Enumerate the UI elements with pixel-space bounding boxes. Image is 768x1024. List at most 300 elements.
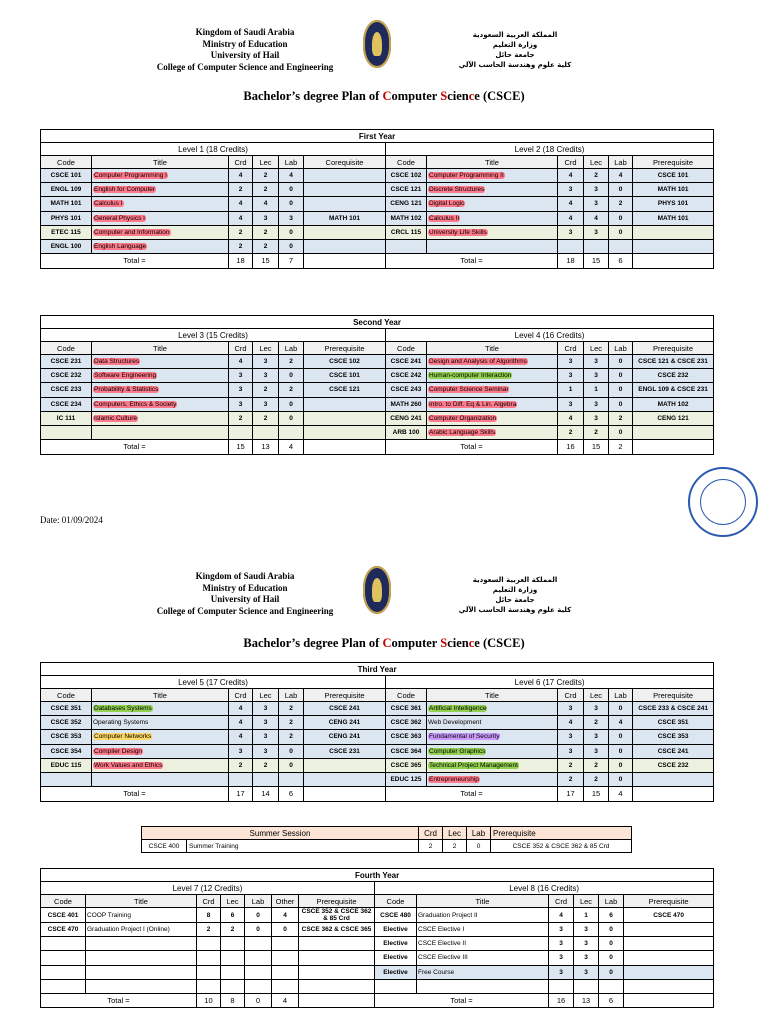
col-lec: Lec — [221, 895, 245, 908]
total-lab: 2 — [609, 440, 633, 455]
course-lab: 2 — [279, 730, 304, 744]
course-prerequisite — [304, 225, 386, 239]
col-crd: Crd — [197, 895, 221, 908]
col-code: Code — [386, 342, 427, 355]
col-lab: Lab — [467, 827, 491, 840]
col-code: Code — [41, 895, 86, 908]
course-title — [427, 425, 558, 439]
total-crd: 17 — [558, 787, 584, 802]
course-row — [41, 730, 714, 744]
course-row — [41, 758, 714, 772]
first-year-table — [40, 129, 714, 269]
col-lab: Lab — [609, 342, 633, 355]
course-lab: 0 — [279, 197, 304, 211]
course-title — [86, 965, 197, 979]
course-lec — [584, 239, 609, 253]
course-crd — [197, 951, 221, 965]
course-lab: 0 — [609, 702, 633, 716]
total-label: Total = — [41, 787, 229, 802]
course-prerequisite: CSCE 352 & CSCE 362 & 85 Crd — [491, 840, 632, 853]
course-title — [92, 383, 229, 397]
course-prerequisite — [299, 951, 375, 965]
col-lab: Lab — [609, 156, 633, 169]
level-title: Level 3 (15 Credits) — [41, 329, 386, 342]
course-title-text: Computer Science Seminar — [429, 386, 509, 394]
course-title-text: Fundamental of Security — [429, 733, 500, 741]
total-crd: 15 — [229, 440, 253, 455]
course-prerequisite: MATH 101 — [633, 183, 714, 197]
course-prerequisite: CSCE 362 & CSCE 365 — [299, 923, 375, 937]
course-lec: 3 — [584, 411, 609, 425]
course-lab: 0 — [609, 355, 633, 369]
course-title-text: Arabic Language Skills — [429, 429, 496, 437]
course-lab: 0 — [609, 369, 633, 383]
course-prerequisite: PHYS 101 — [633, 197, 714, 211]
course-code: MATH 101 — [41, 197, 92, 211]
total-empty — [633, 787, 714, 802]
course-lec: 3 — [574, 937, 599, 951]
course-lab: 2 — [279, 716, 304, 730]
course-prerequisite: MATH 101 — [304, 211, 386, 225]
course-title — [427, 397, 558, 411]
header-ar-country: المملكة العربية السعودية — [472, 31, 558, 39]
summer-session-table — [141, 826, 632, 853]
course-prerequisite: CENG 241 — [304, 716, 386, 730]
course-title — [86, 951, 197, 965]
course-lab: 2 — [279, 355, 304, 369]
course-code — [41, 937, 86, 951]
total-lab: 4 — [279, 440, 304, 455]
course-crd: 2 — [229, 239, 253, 253]
course-row — [41, 211, 714, 225]
course-lec — [574, 979, 599, 993]
course-lec: 3 — [584, 744, 609, 758]
col-prerequisite: Prerequisite — [491, 827, 632, 840]
course-title-text: English for Computer — [94, 186, 156, 194]
course-lab — [279, 425, 304, 439]
col-lab: Lab — [609, 689, 633, 702]
course-title-text: Computer Networks — [94, 733, 152, 741]
course-code: CSCE 361 — [386, 702, 427, 716]
total-label: Total = — [386, 440, 558, 455]
course-title-text: Data Structures — [94, 358, 140, 366]
course-prerequisite: CENG 241 — [304, 730, 386, 744]
course-lab: 0 — [609, 397, 633, 411]
course-row — [41, 716, 714, 730]
course-lec: 3 — [574, 951, 599, 965]
course-lab — [245, 937, 272, 951]
course-title — [427, 355, 558, 369]
course-title-text: Intro. to Diff. Eq & Lin. Algebra — [429, 400, 517, 408]
col-code: Code — [41, 342, 92, 355]
course-lab: 0 — [609, 758, 633, 772]
course-lec: 1 — [574, 908, 599, 923]
course-lec: 2 — [253, 169, 279, 183]
year-title: Fourth Year — [41, 869, 714, 882]
year-title: Third Year — [41, 663, 714, 676]
total-empty — [299, 993, 375, 1008]
course-lab: 0 — [245, 923, 272, 937]
course-lab: 2 — [609, 197, 633, 211]
course-row — [41, 169, 714, 183]
course-title-text: Computer Programming II — [429, 172, 504, 180]
course-lab — [609, 239, 633, 253]
course-title — [92, 225, 229, 239]
course-lab: 0 — [599, 951, 624, 965]
course-crd: 4 — [229, 169, 253, 183]
col-lec: Lec — [584, 689, 609, 702]
col-lec: Lec — [574, 895, 599, 908]
col-prerequisite: Prerequisite — [633, 689, 714, 702]
total-label: Total = — [41, 440, 229, 455]
fourth-year-table — [40, 868, 714, 1008]
course-title — [427, 183, 558, 197]
course-crd — [229, 425, 253, 439]
course-row — [41, 355, 714, 369]
header-ar-ministry: وزارة التعليم — [492, 41, 538, 49]
total-lec: 8 — [221, 993, 245, 1008]
course-prerequisite: CSCE 470 — [624, 908, 714, 923]
course-code: CSCE 101 — [41, 169, 92, 183]
course-lec — [221, 979, 245, 993]
course-lab: 0 — [245, 908, 272, 923]
total-crd: 18 — [229, 254, 253, 269]
plan-title: Bachelor’s degree Plan of Computer Science (CSCE) — [243, 636, 525, 650]
course-title-text: Human-computer Interaction — [429, 372, 512, 380]
total-lec: 14 — [253, 787, 279, 802]
course-code: ETEC 115 — [41, 225, 92, 239]
course-prerequisite — [304, 397, 386, 411]
course-crd — [558, 239, 584, 253]
course-lec: 3 — [253, 355, 279, 369]
level-title: Level 4 (16 Credits) — [386, 329, 714, 342]
course-code: CSCE 365 — [386, 758, 427, 772]
header-ar-university: جامعة حائل — [495, 51, 535, 59]
course-code — [41, 965, 86, 979]
col-crd: Crd — [229, 156, 253, 169]
course-title-text: Digital Logic — [429, 200, 465, 208]
col-title: Title — [417, 895, 549, 908]
course-lec: 3 — [253, 730, 279, 744]
course-crd: 4 — [558, 197, 584, 211]
course-crd — [197, 937, 221, 951]
course-code: EDUC 115 — [41, 758, 92, 772]
level-title: Level 7 (12 Credits) — [41, 882, 375, 895]
course-title — [92, 197, 229, 211]
course-title-text: Discrete Structures — [429, 186, 485, 194]
total-crd: 17 — [229, 787, 253, 802]
course-crd: 2 — [419, 840, 443, 853]
col-prerequisite: Prerequisite — [624, 895, 714, 908]
total-lab: 6 — [609, 254, 633, 269]
course-title — [92, 702, 229, 716]
course-title: Operating Systems — [92, 716, 229, 730]
course-code: CSCE 233 — [41, 383, 92, 397]
course-crd: 2 — [558, 425, 584, 439]
course-lec: 2 — [253, 239, 279, 253]
plan-title: Bachelor’s degree Plan of Computer Science (CSCE) — [243, 89, 525, 103]
course-title-text: Probability & Statistics — [94, 386, 159, 394]
col-title: Title — [86, 895, 197, 908]
course-lec: 2 — [253, 383, 279, 397]
course-lec: 4 — [253, 197, 279, 211]
course-title — [427, 758, 558, 772]
course-crd — [229, 772, 253, 786]
total-lec: 15 — [584, 787, 609, 802]
total-other: 4 — [272, 993, 299, 1008]
course-prerequisite — [304, 169, 386, 183]
course-crd: 3 — [229, 744, 253, 758]
course-prerequisite — [304, 197, 386, 211]
course-code — [41, 425, 92, 439]
col-code: Code — [386, 156, 427, 169]
course-prerequisite: CSCE 101 — [633, 169, 714, 183]
header-ar-university: جامعة حائل — [495, 596, 535, 604]
course-crd: 3 — [558, 183, 584, 197]
course-row — [41, 979, 714, 993]
course-lec: 2 — [584, 169, 609, 183]
course-title: Web Development — [427, 716, 558, 730]
course-title — [92, 744, 229, 758]
course-crd: 2 — [229, 758, 253, 772]
course-prerequisite: CSCE 232 — [633, 369, 714, 383]
course-lec: 3 — [584, 225, 609, 239]
col-crd: Crd — [549, 895, 574, 908]
course-crd: 4 — [558, 411, 584, 425]
total-label: Total = — [386, 254, 558, 269]
course-crd: 4 — [558, 211, 584, 225]
course-prerequisite — [633, 425, 714, 439]
course-lec: 2 — [253, 183, 279, 197]
col-crd: Crd — [419, 827, 443, 840]
header-ar-college: كلية علوم وهندسة الحاسب الآلي — [458, 606, 572, 614]
course-row — [41, 908, 714, 923]
header-arabic — [440, 30, 590, 70]
course-code — [41, 772, 92, 786]
course-prerequisite — [633, 239, 714, 253]
course-title-text: Calculus I — [94, 200, 123, 208]
total-lab: 6 — [599, 993, 624, 1008]
course-crd: 3 — [229, 397, 253, 411]
col-code: Code — [41, 156, 92, 169]
course-crd: 3 — [229, 369, 253, 383]
university-logo-icon — [363, 20, 391, 68]
col-corequisite: Corequisite — [304, 156, 386, 169]
total-empty — [304, 440, 386, 455]
col-lec: Lec — [443, 827, 467, 840]
course-prerequisite: ENGL 109 & CSCE 231 — [633, 383, 714, 397]
course-code: CSCE 121 — [386, 183, 427, 197]
course-title-text: Computer Graphics — [429, 747, 486, 755]
course-title: Graduation Project I (Online) — [86, 923, 197, 937]
third-year-table — [40, 662, 714, 802]
course-lec — [253, 772, 279, 786]
course-title: CSCE Elective II — [417, 937, 549, 951]
col-lec: Lec — [253, 156, 279, 169]
course-prerequisite — [624, 937, 714, 951]
course-code: ENGL 109 — [41, 183, 92, 197]
total-lab: 4 — [609, 787, 633, 802]
course-code: CSCE 242 — [386, 369, 427, 383]
total-crd: 16 — [558, 440, 584, 455]
course-lec: 3 — [574, 923, 599, 937]
course-code: ENGL 100 — [41, 239, 92, 253]
col-prerequisite: Prerequisite — [633, 156, 714, 169]
course-crd: 4 — [229, 716, 253, 730]
col-prerequisite: Prerequisite — [304, 342, 386, 355]
course-code: CSCE 362 — [386, 716, 427, 730]
course-code: CSCE 352 — [41, 716, 92, 730]
total-label: Total = — [41, 993, 197, 1008]
course-code: CSCE 354 — [41, 744, 92, 758]
course-code: CSCE 231 — [41, 355, 92, 369]
course-title — [427, 211, 558, 225]
course-crd: 3 — [558, 355, 584, 369]
course-title — [427, 169, 558, 183]
course-code: CSCE 401 — [41, 908, 86, 923]
course-lec: 2 — [443, 840, 467, 853]
total-lab: 0 — [245, 993, 272, 1008]
course-lab: 2 — [279, 702, 304, 716]
course-title — [427, 197, 558, 211]
course-code: CSCE 480 — [375, 908, 417, 923]
course-title — [86, 937, 197, 951]
col-title: Title — [427, 689, 558, 702]
course-crd: 4 — [558, 716, 584, 730]
course-prerequisite: CSCE 351 — [633, 716, 714, 730]
course-code: CSCE 364 — [386, 744, 427, 758]
course-crd — [197, 965, 221, 979]
course-lab: 6 — [599, 908, 624, 923]
total-empty — [304, 254, 386, 269]
total-lec: 13 — [253, 440, 279, 455]
course-code: CSCE 470 — [41, 923, 86, 937]
total-empty — [633, 254, 714, 269]
total-label: Total = — [386, 787, 558, 802]
level-title: Level 2 (18 Credits) — [386, 143, 714, 156]
course-other: 4 — [272, 908, 299, 923]
col-crd: Crd — [558, 689, 584, 702]
course-lab: 2 — [609, 411, 633, 425]
total-crd: 18 — [558, 254, 584, 269]
course-crd: 2 — [229, 225, 253, 239]
course-code: MATH 102 — [386, 211, 427, 225]
course-title — [427, 383, 558, 397]
course-title: CSCE Elective I — [417, 923, 549, 937]
college-seal-icon — [688, 467, 758, 537]
course-prerequisite — [304, 239, 386, 253]
col-title: Title — [427, 342, 558, 355]
course-lec: 3 — [253, 397, 279, 411]
col-other: Other — [272, 895, 299, 908]
total-crd: 10 — [197, 993, 221, 1008]
course-title — [92, 369, 229, 383]
course-code — [41, 951, 86, 965]
course-crd: 1 — [558, 383, 584, 397]
course-other: 0 — [272, 923, 299, 937]
course-code: CSCE 351 — [41, 702, 92, 716]
course-lec: 2 — [253, 225, 279, 239]
course-crd — [549, 979, 574, 993]
course-crd: 2 — [229, 183, 253, 197]
total-crd: 16 — [549, 993, 574, 1008]
total-lab: 7 — [279, 254, 304, 269]
course-crd: 2 — [229, 411, 253, 425]
course-crd: 3 — [558, 225, 584, 239]
course-lab: 0 — [279, 758, 304, 772]
course-lab: 0 — [609, 425, 633, 439]
course-code — [386, 239, 427, 253]
course-title — [427, 239, 558, 253]
course-title — [86, 979, 197, 993]
course-prerequisite — [624, 979, 714, 993]
course-row — [41, 937, 714, 951]
course-row — [41, 965, 714, 979]
course-title-text: Computer and Information — [94, 228, 170, 236]
course-prerequisite: CSCE 231 — [304, 744, 386, 758]
total-lec: 15 — [584, 254, 609, 269]
course-title-text: Entrepreneurship — [429, 776, 479, 784]
course-prerequisite — [304, 758, 386, 772]
course-prerequisite — [299, 979, 375, 993]
course-prerequisite: CENG 121 — [633, 411, 714, 425]
course-title-text: Design and Analysis of Algorithms — [429, 358, 527, 366]
course-code: PHYS 101 — [41, 211, 92, 225]
course-title — [92, 772, 229, 786]
course-crd: 2 — [197, 923, 221, 937]
col-lec: Lec — [253, 342, 279, 355]
course-prerequisite: CSCE 241 — [633, 744, 714, 758]
course-crd: 4 — [549, 908, 574, 923]
col-lec: Lec — [584, 156, 609, 169]
course-row — [41, 183, 714, 197]
course-title-text: Calculus II — [429, 214, 460, 222]
header-english — [130, 571, 360, 617]
col-lab: Lab — [279, 156, 304, 169]
course-lec: 2 — [584, 716, 609, 730]
col-crd: Crd — [229, 342, 253, 355]
course-prerequisite — [624, 923, 714, 937]
col-lec: Lec — [253, 689, 279, 702]
course-lab: 0 — [279, 225, 304, 239]
course-lec: 3 — [253, 211, 279, 225]
course-crd: 2 — [558, 772, 584, 786]
course-title — [92, 239, 229, 253]
course-lec: 3 — [253, 716, 279, 730]
col-code: Code — [41, 689, 92, 702]
course-title — [427, 702, 558, 716]
course-prerequisite: CSCE 241 — [304, 702, 386, 716]
course-prerequisite: MATH 101 — [633, 211, 714, 225]
course-lab: 0 — [279, 411, 304, 425]
course-lec — [221, 951, 245, 965]
course-lab: 4 — [279, 169, 304, 183]
course-other — [272, 951, 299, 965]
col-crd: Crd — [558, 342, 584, 355]
course-code — [41, 979, 86, 993]
course-lec: 3 — [253, 702, 279, 716]
course-crd: 3 — [558, 369, 584, 383]
course-lab: 0 — [279, 744, 304, 758]
level-title: Level 1 (18 Credits) — [41, 143, 386, 156]
header-college: College of Computer Science and Engineering — [156, 605, 334, 616]
course-row — [41, 951, 714, 965]
col-prerequisite: Prerequisite — [299, 895, 375, 908]
course-lab — [599, 979, 624, 993]
course-prerequisite: CSCE 121 — [304, 383, 386, 397]
course-title-text: Compiler Design — [94, 747, 143, 755]
course-lab: 0 — [609, 744, 633, 758]
